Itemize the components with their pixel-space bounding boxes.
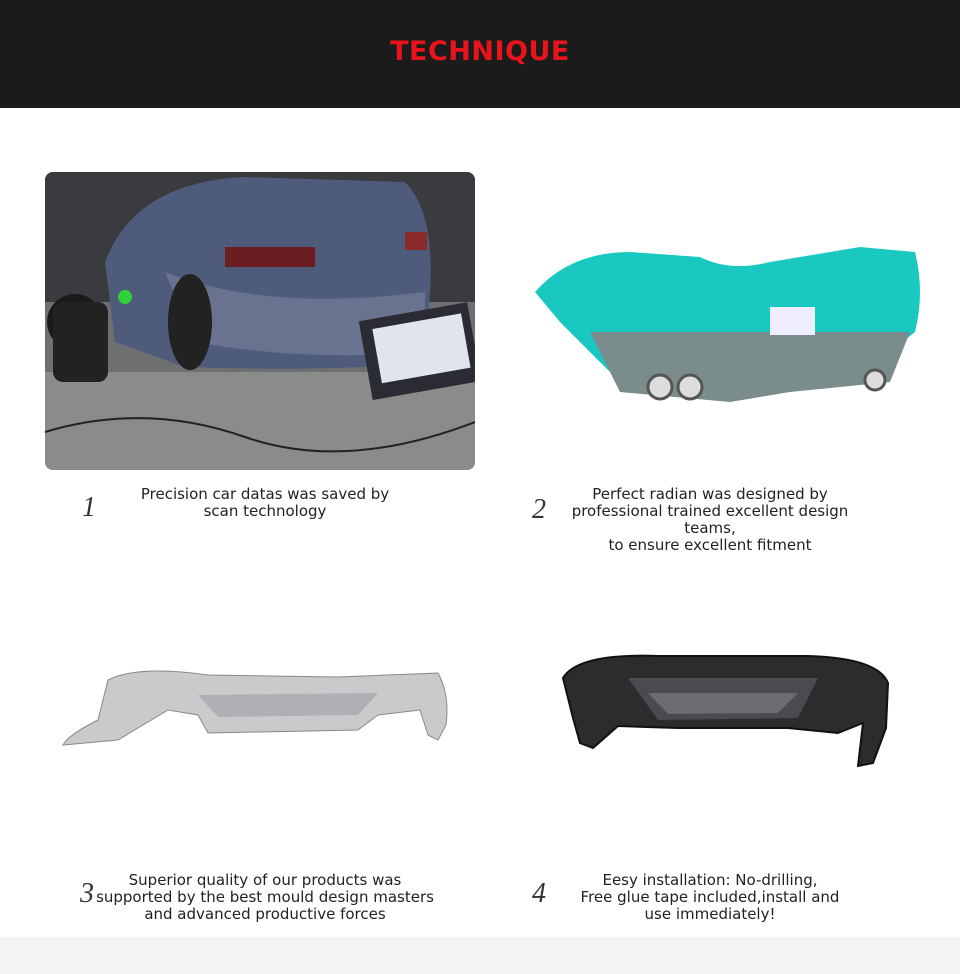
step-number-2: 2: [532, 494, 546, 525]
caption-line: Superior quality of our products was: [128, 871, 402, 889]
step-number-1: 1: [82, 492, 96, 523]
step-caption-1: [115, 486, 415, 520]
grey-diffuser-image: [58, 655, 453, 755]
caption-line: scan technology: [203, 502, 327, 520]
footer-band: [0, 937, 960, 974]
step-number-4: 4: [532, 878, 546, 909]
caption-line: Eesy installation: No-drilling,: [602, 871, 818, 889]
step-number-3: 3: [80, 878, 94, 909]
caption-line: Free glue tape included,install and: [580, 888, 840, 906]
caption-line: use immediately!: [644, 905, 776, 923]
step-caption-3: [95, 872, 435, 923]
header-bar: [0, 0, 960, 108]
carbon-fiber-diffuser-image: [558, 648, 893, 773]
page-title: TECHNIQUE: [390, 36, 570, 67]
step-caption-2: [545, 486, 875, 554]
step-caption-4: [570, 872, 850, 923]
caption-line: and advanced productive forces: [144, 905, 386, 923]
caption-line: professional trained excellent design teams,: [571, 502, 849, 537]
teal-scan-bumper-image: [530, 232, 922, 407]
car-scanning-photo: [45, 172, 475, 470]
caption-line: supported by the best mould design masters: [96, 888, 434, 906]
caption-line: to ensure excellent fitment: [608, 536, 812, 554]
caption-line: Precision car datas was saved by: [140, 485, 390, 503]
caption-line: Perfect radian was designed by: [592, 485, 828, 503]
